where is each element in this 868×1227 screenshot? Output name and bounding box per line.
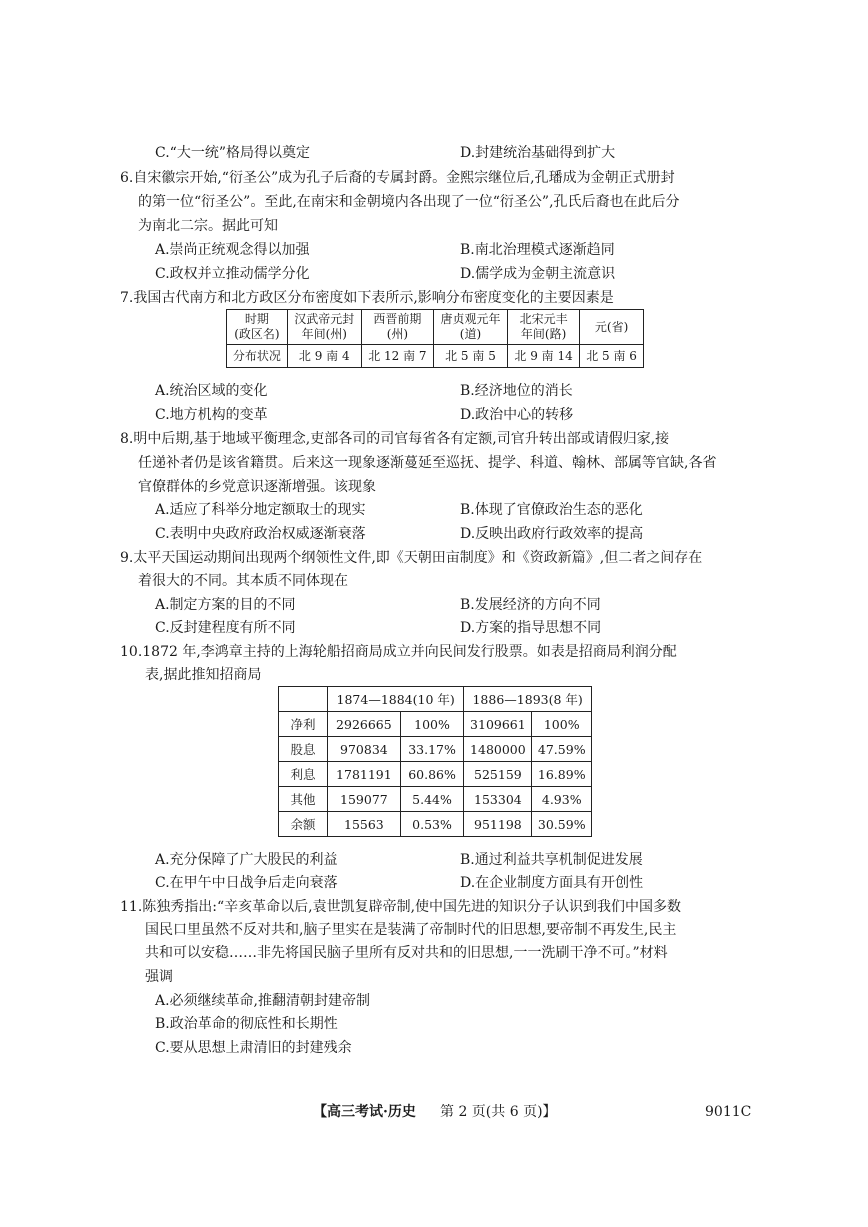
- q10-option-c: C.在甲午中日战争后走向衰落: [155, 875, 338, 891]
- q10-option-b: B.通过利益共享机制促进发展: [460, 852, 643, 868]
- table-cell: 股息: [279, 737, 328, 762]
- table-cell: 元(省): [580, 310, 644, 345]
- table-cell: 100%: [400, 712, 464, 737]
- q8-option-a: A.适应了科举分地定额取士的现实: [155, 502, 366, 518]
- q11-stem-line: 11.陈独秀指出:“辛亥革命以后,袁世凯复辟帝制,使中国先进的知识分子认识到我们中国多数: [120, 899, 682, 915]
- table-cell: 其他: [279, 787, 328, 812]
- table-cell: 3109661: [464, 712, 532, 737]
- q10-table-row: [279, 762, 592, 787]
- q11-option-b: B.政治革命的彻底性和长期性: [155, 1016, 338, 1032]
- table-cell: 153304: [464, 787, 532, 812]
- q9-option-a: A.制定方案的目的不同: [155, 597, 296, 613]
- q8-stem-line: 任递补者仍是该省籍贯。后来这一现象逐渐蔓延至巡抚、提学、科道、翰林、部属等官缺,各省: [138, 455, 717, 471]
- q11-option-c: C.要从思想上肃清旧的封建残余: [155, 1040, 352, 1056]
- table-cell: 汉武帝元封 年间(州): [287, 310, 361, 345]
- table-cell: 2926665: [328, 712, 401, 737]
- q7-option-b: B.经济地位的消长: [460, 383, 573, 399]
- table-cell: 0.53%: [400, 812, 464, 837]
- q8-stem-line: 8.明中后期,基于地域平衡理念,吏部各司的司官每省各有定额,司官升转出部或请假归家,接: [120, 431, 670, 447]
- table-cell: 1781191: [328, 762, 401, 787]
- q8-option-c: C.表明中央政府政治权威逐渐衰落: [155, 526, 366, 542]
- table-cell: 159077: [328, 787, 401, 812]
- table-cell: 100%: [532, 712, 592, 737]
- q6-stem-line: 为南北二宗。据此可知: [138, 218, 278, 234]
- q11-stem-line: 国民口里虽然不反对共和,脑子里实在是装满了帝制时代的旧思想,要帝制不再发生,民主: [145, 922, 677, 938]
- q10-table-row: [279, 787, 592, 812]
- table-cell: 47.59%: [532, 737, 592, 762]
- table-cell: 余额: [279, 812, 328, 837]
- q9-option-d: D.方案的指导思想不同: [460, 620, 602, 636]
- table-cell: 北 5 南 6: [580, 345, 644, 368]
- table-cell: 北宋元丰 年间(路): [507, 310, 579, 345]
- footer-code: 9011C: [705, 1104, 752, 1120]
- footer-title: 【高三考试·历史: [313, 1104, 416, 1120]
- q10-table-row: [279, 712, 592, 737]
- table-cell: 利息: [279, 762, 328, 787]
- q5-option-d: D.封建统治基础得到扩大: [460, 145, 616, 161]
- table-cell: 15563: [328, 812, 401, 837]
- table-cell: 1874—1884(10 年): [328, 687, 464, 712]
- table-cell: 分布状况: [227, 345, 288, 368]
- q10-option-a: A.充分保障了广大股民的利益: [155, 852, 338, 868]
- q7-table: [226, 309, 644, 368]
- q11-option-a: A.必须继续革命,推翻清朝封建帝制: [155, 993, 371, 1009]
- q9-stem-line: 着很大的不同。其本质不同体现在: [138, 573, 348, 589]
- table-cell: 5.44%: [400, 787, 464, 812]
- q10-stem-line: 表,据此推知招商局: [145, 667, 262, 683]
- table-cell: 1886—1893(8 年): [464, 687, 592, 712]
- q8-option-b: B.体现了官僚政治生态的恶化: [460, 502, 643, 518]
- q8-option-d: D.反映出政府行政效率的提高: [460, 526, 644, 542]
- q10-table-header: [279, 687, 592, 712]
- q10-option-d: D.在企业制度方面具有开创性: [460, 875, 644, 891]
- q8-stem-line: 官僚群体的乡党意识逐渐增强。该现象: [138, 479, 376, 495]
- q5-option-c: C.“大一统”格局得以奠定: [155, 145, 310, 161]
- q10-table-row: [279, 737, 592, 762]
- table-cell: 西晋前期 (州): [361, 310, 433, 345]
- table-cell: 北 9 南 4: [287, 345, 361, 368]
- table-cell: 唐贞观元年 (道): [433, 310, 507, 345]
- table-cell: 1480000: [464, 737, 532, 762]
- table-cell: 4.93%: [532, 787, 592, 812]
- q7-option-d: D.政治中心的转移: [460, 407, 574, 423]
- q6-stem-line: 的第一位“衍圣公”。至此,在南宋和金朝境内各出现了一位“衍圣公”,孔氏后裔也在此后分: [138, 194, 680, 210]
- q6-option-b: B.南北治理模式逐渐趋同: [460, 242, 615, 258]
- table-cell: 净利: [279, 712, 328, 737]
- q9-option-b: B.发展经济的方向不同: [460, 597, 601, 613]
- table-cell: 时期 (政区名): [227, 310, 288, 345]
- q6-option-c: C.政权并立推动儒学分化: [155, 266, 310, 282]
- table-cell: 北 12 南 7: [361, 345, 433, 368]
- q6-option-a: A.崇尚正统观念得以加强: [155, 242, 310, 258]
- q10-table-row: [279, 812, 592, 837]
- q7-option-a: A.统治区域的变化: [155, 383, 268, 399]
- footer-page-number: 第 2 页(共 6 页)】: [440, 1104, 557, 1120]
- table-cell: 33.17%: [400, 737, 464, 762]
- q10-stem-line: 10.1872 年,李鸿章主持的上海轮船招商局成立并向民间发行股票。如表是招商局利润分配: [120, 644, 677, 660]
- table-cell: 970834: [328, 737, 401, 762]
- q10-table: [278, 686, 592, 837]
- q9-stem-line: 9.太平天国运动期间出现两个纲领性文件,即《天朝田亩制度》和《资政新篇》,但二者之间存在: [120, 550, 703, 566]
- q7-table-header: [227, 310, 644, 345]
- q11-stem-line: 共和可以安稳……非先将国民脑子里所有反对共和的旧思想,一一洗刷干净不可。”材料: [145, 945, 668, 961]
- table-cell: 北 9 南 14: [507, 345, 579, 368]
- table-cell: [279, 687, 328, 712]
- table-cell: 30.59%: [532, 812, 592, 837]
- table-cell: 北 5 南 5: [433, 345, 507, 368]
- table-cell: 16.89%: [532, 762, 592, 787]
- q9-option-c: C.反封建程度有所不同: [155, 620, 296, 636]
- q11-stem-line: 强调: [145, 969, 173, 985]
- q7-option-c: C.地方机构的变革: [155, 407, 268, 423]
- table-cell: 525159: [464, 762, 532, 787]
- q6-stem-line: 6.自宋徽宗开始,“衍圣公”成为孔子后裔的专属封爵。金熙宗继位后,孔璠成为金朝正式册封: [120, 170, 675, 186]
- table-cell: 951198: [464, 812, 532, 837]
- q6-option-d: D.儒学成为金朝主流意识: [460, 266, 616, 282]
- table-cell: 60.86%: [400, 762, 464, 787]
- q7-stem: 7.我国古代南方和北方政区分布密度如下表所示,影响分布密度变化的主要因素是: [120, 290, 614, 306]
- q7-table-row: [227, 345, 644, 368]
